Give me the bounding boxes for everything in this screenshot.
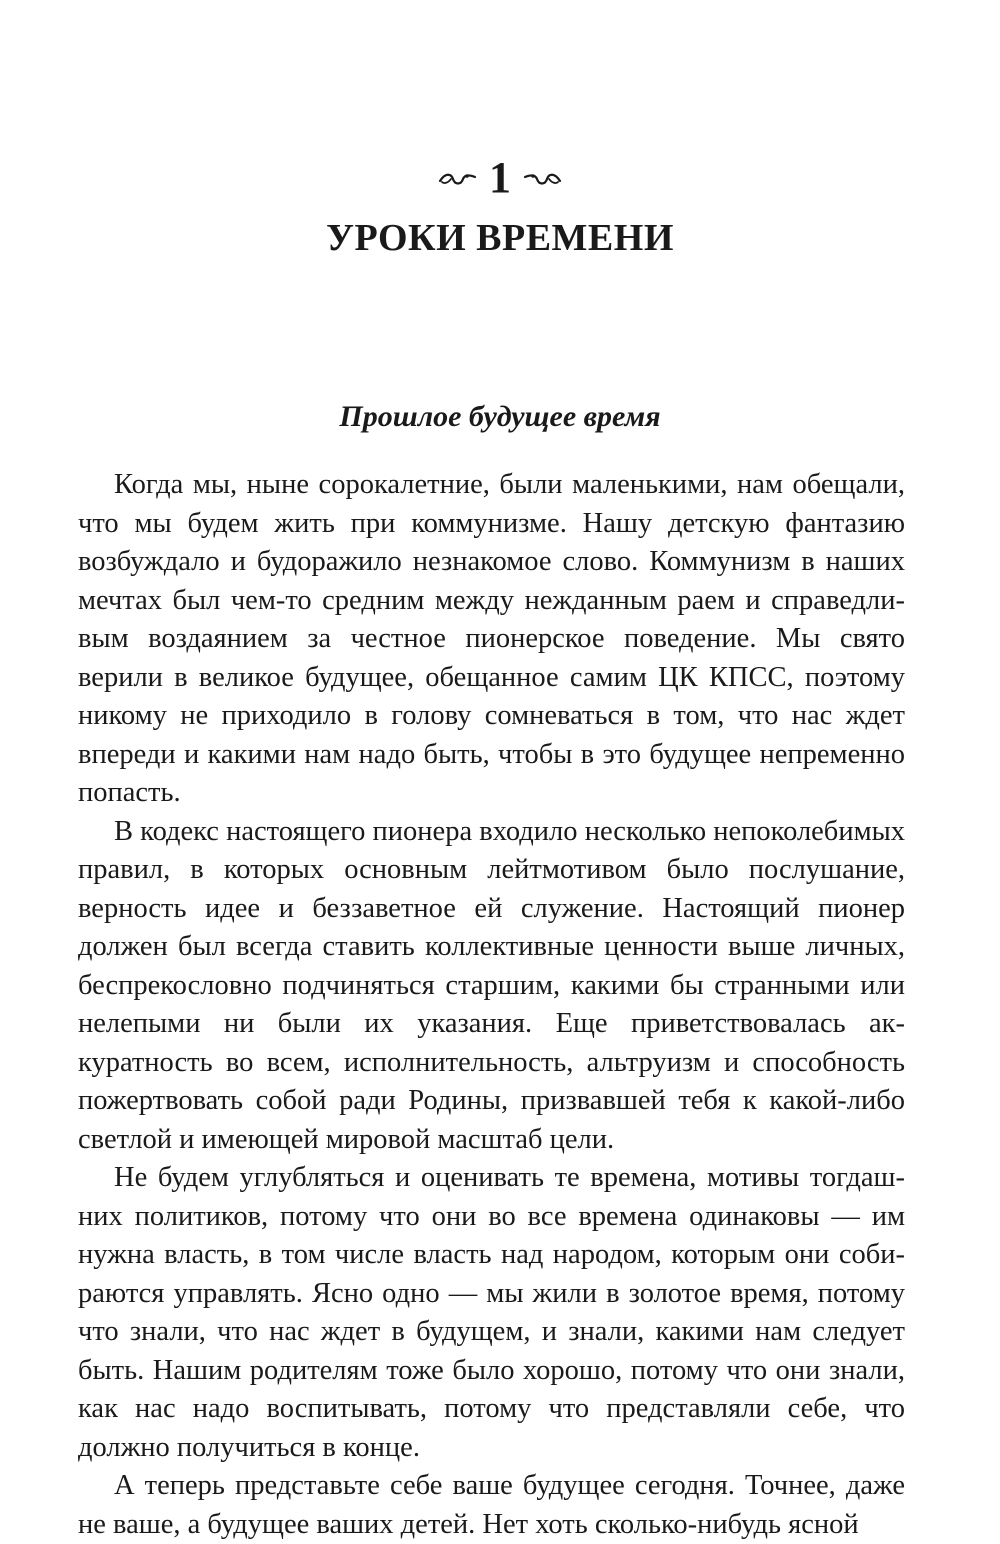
chapter-number-line	[437, 150, 563, 206]
paragraph: Когда мы, ныне сорокалетние, были маленькими, нам обещали, что мы будем жить при коммунизме. Нашу детскую фантазию возбуждало и будоражило незнакомое слово. Коммунизм в наших мечтах был чем-то средним между нежданным раем и справедливым воздаянием за честное пионерское поведение. Мы свято верили в великое будущее, обещанное самим ЦК КПСС, поэтому никому не приходило в голову сомневаться в том, что нас ждет впереди и какими нам надо быть, чтобы в это будущее непременно попасть.	[78, 469, 905, 808]
left-ornament-icon	[437, 167, 477, 189]
paragraph: Не будем углубляться и оценивать те времена, мотивы тогдашних политиков, потому что они во все времена одинаковы — им нужна власть, в том числе власть над народом, которым они собираются управлять. Ясно одно — мы жили в золотое время, потому что знали, что нас ждет в будущем, и знали, какими нам следует быть. Нашим родителям тоже было хорошо, потому что они знали, как нас надо воспитывать, потому что представляли себе, что должно получиться в конце.	[78, 1162, 905, 1463]
section-title: Прошлое будущее время	[339, 400, 661, 433]
right-ornament-icon	[523, 167, 563, 189]
body-text	[78, 466, 905, 1544]
chapter-title: УРОКИ ВРЕМЕНИ	[326, 217, 674, 259]
chapter-heading	[0, 150, 1000, 262]
paragraph: А теперь представьте себе ваше будущее сегодня. Точнее, даже не ваше, а будущее ваших детей. Нет хоть сколько-нибудь ясной	[78, 1470, 905, 1540]
paragraph: В кодекс настоящего пионера входило несколько непоколебимых правил, в которых основным лейтмотивом было послушание, верность идее и беззаветное ей служение. Настоящий пионер должен был всегда ставить коллективные ценности выше личных, беспрекословно подчиняться старшим, какими бы странными или нелепыми ни были их указания. Еще приветствовалась аккуратность во всем, исполнительность, альтруизм и способность пожертвовать собой ради Родины, призвавшей тебя к какой-либо светлой и имеющей мировой масштаб цели.	[78, 815, 905, 1155]
chapter-number: 1	[489, 153, 511, 202]
